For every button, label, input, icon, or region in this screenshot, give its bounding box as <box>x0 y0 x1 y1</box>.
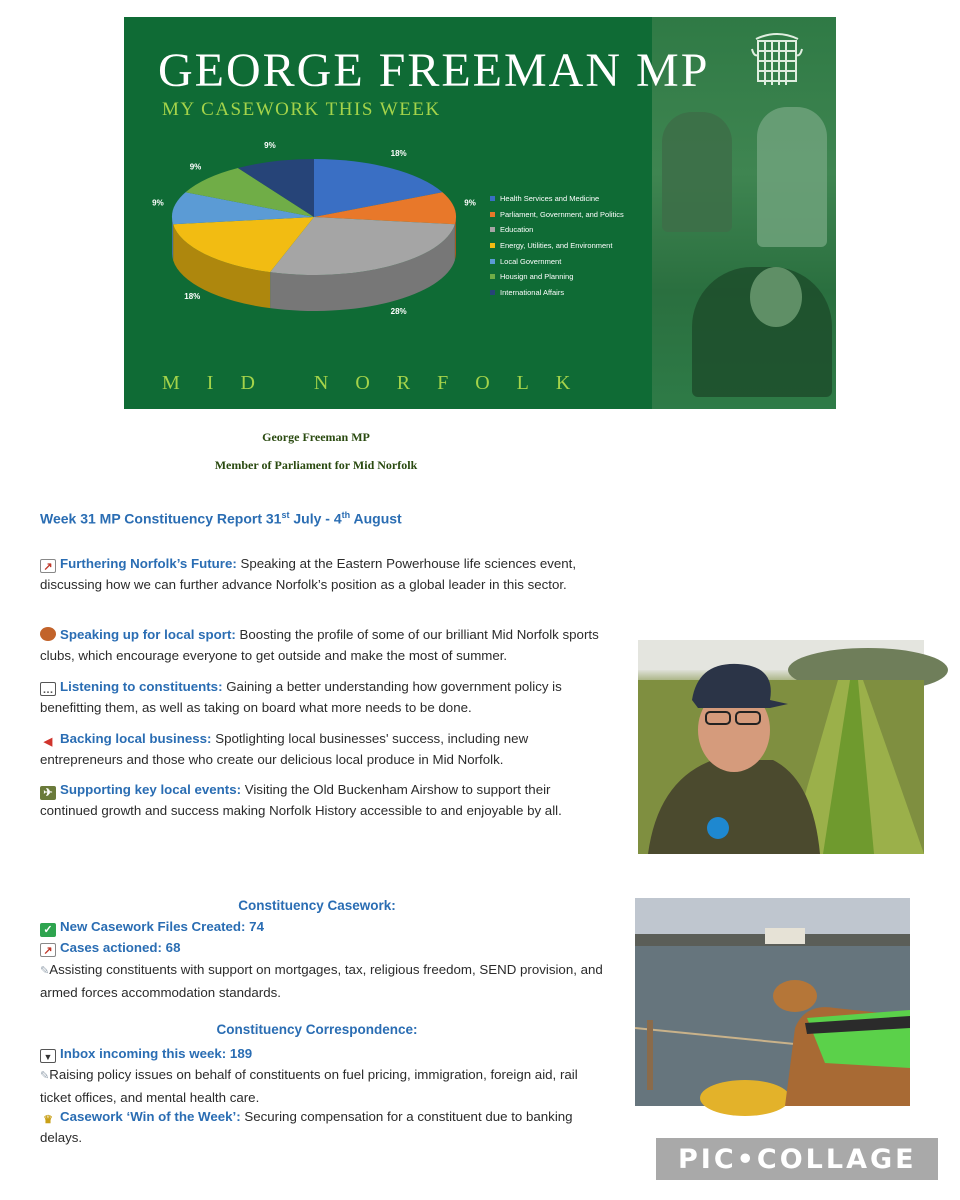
win-heading: Casework ‘Win of the Week’: <box>60 1109 241 1124</box>
win-text: Securing compensation for a constituent due to banking delays. <box>40 1109 573 1145</box>
pie-data-label: 18% <box>390 149 407 159</box>
casework-actioned-text: Cases actioned: 68 <box>60 940 181 955</box>
pie-data-label: 18% <box>184 291 201 301</box>
banner-footer: MID NORFOLK <box>162 372 598 394</box>
pie-chart <box>154 137 474 357</box>
item-text: Boosting the profile of some of our brilliant Mid Norfolk sports clubs, which encourage everyone to get outside and make the most of summer. <box>40 627 599 663</box>
legend-item <box>490 222 624 238</box>
legend-item <box>490 253 624 269</box>
banner-photo-person <box>662 112 732 232</box>
pic-collage-watermark <box>656 1138 938 1180</box>
megaphone-icon: ◀ <box>43 736 53 748</box>
banner-subtitle: MY CASEWORK THIS WEEK <box>162 99 441 120</box>
trophy-icon: ♛ <box>43 1114 53 1126</box>
legend-swatch <box>490 243 495 248</box>
legend-label: Parliament, Government, and Politics <box>500 209 624 219</box>
legend-swatch <box>490 196 495 201</box>
item-heading: Listening to constituents: <box>60 679 223 694</box>
mp-role: Member of Parliament for Mid Norfolk <box>214 458 418 472</box>
legend-swatch <box>490 259 495 264</box>
casework-actioned <box>40 937 610 958</box>
item-heading: Backing local business: <box>60 731 212 746</box>
casework-title: Constituency Casework: <box>238 898 396 913</box>
casework-note <box>40 959 610 1003</box>
photo-dog-boat-art <box>635 898 910 1106</box>
speech-bubble-icon: … <box>40 682 56 696</box>
legend-label: International Affairs <box>500 287 565 297</box>
legend-swatch <box>490 290 495 295</box>
list-item <box>40 624 610 666</box>
item-text: Gaining a better understanding how government policy is benefitting them, as well as taking on board what more needs to be done. <box>40 679 562 715</box>
legend-label: Housign and Planning <box>500 272 574 282</box>
banner-photo-head <box>750 267 802 327</box>
chart-increasing-icon: ↗ <box>40 559 56 573</box>
report-title-text: Week 31 MP Constituency Report 31 <box>40 510 282 527</box>
legend-label: Health Services and Medicine <box>500 194 600 204</box>
pie-data-label: 28% <box>390 306 407 316</box>
legend-item <box>490 191 624 207</box>
correspondence-inbox <box>40 1043 610 1064</box>
photo-mp-selfie <box>638 640 924 854</box>
banner-title: GEORGE FREEMAN MP <box>158 44 710 97</box>
item-heading: Furthering Norfolk’s Future: <box>60 556 237 571</box>
portcullis-icon <box>750 27 804 89</box>
item-heading: Speaking up for local sport: <box>60 627 236 642</box>
correspondence-win <box>40 1106 610 1148</box>
legend-item <box>490 238 624 254</box>
legend-swatch <box>490 227 495 232</box>
pencil-icon: ✎ <box>40 1070 50 1082</box>
list-item <box>40 553 610 595</box>
casework-created <box>40 916 610 937</box>
item-text: Visiting the Old Buckenham Airshow to support their continued growth and success making Norfolk History accessible to and enjoyable by all. <box>40 782 562 818</box>
report-title-text: July - 4 <box>289 510 342 527</box>
pie-data-label: 9% <box>264 140 276 150</box>
chart-increasing-icon: ↗ <box>40 943 56 957</box>
list-item <box>40 728 610 770</box>
airplane-icon: ✈ <box>40 786 56 800</box>
list-item <box>40 779 610 821</box>
legend-swatch <box>490 212 495 217</box>
pie-data-label: 9% <box>152 198 164 208</box>
item-text: Spotlighting local businesses' success, including new entrepreneurs and those who create our delicious local produce in Mid Norfolk. <box>40 731 529 767</box>
correspondence-note-text: Raising policy issues on behalf of constituents on fuel pricing, immigration, foreign aid, rail ticket offices, and mental health care. <box>40 1067 578 1105</box>
rugby-ball-icon <box>40 627 56 641</box>
legend-label: Local Government <box>500 256 562 266</box>
pie-data-label: 9% <box>189 162 202 172</box>
watermark-text: PIC•COLLAGE <box>678 1144 917 1175</box>
report-title-sup: st <box>281 510 290 520</box>
inbox-tray-icon: ▼ <box>40 1049 56 1063</box>
list-item <box>40 676 610 718</box>
legend-label: Education <box>500 225 534 235</box>
item-heading: Supporting key local events: <box>60 782 242 797</box>
legend-item <box>490 285 624 301</box>
photo-mp-selfie-art <box>638 640 924 854</box>
banner-photo-person <box>757 107 827 247</box>
pencil-icon: ✎ <box>40 965 50 977</box>
correspondence-note <box>40 1064 610 1108</box>
item-text: Speaking at the Eastern Powerhouse life sciences event, discussing how we can further advance Norfolk’s position as a global leader in this sector. <box>40 556 577 592</box>
photo-dog-boat <box>635 898 910 1106</box>
report-title-sup: th <box>341 510 351 520</box>
casework-note-text: Assisting constituents with support on mortgages, tax, religious freedom, SEND provision, and armed forces accommodation standards. <box>40 962 603 1000</box>
correspondence-title: Constituency Correspondence: <box>216 1022 418 1037</box>
legend-item <box>490 269 624 285</box>
check-mark-icon: ✓ <box>40 923 56 937</box>
mp-name: George Freeman MP <box>262 430 370 444</box>
legend-label: Energy, Utilities, and Environment <box>500 241 613 251</box>
correspondence-inbox-text: Inbox incoming this week: 189 <box>60 1046 253 1061</box>
chart-legend <box>490 191 624 300</box>
legend-swatch <box>490 274 495 279</box>
legend-item <box>490 207 624 223</box>
report-title-text: August <box>350 510 402 527</box>
casework-banner <box>124 17 836 409</box>
casework-created-text: New Casework Files Created: 74 <box>60 919 264 934</box>
pie-data-label: 9% <box>464 198 476 208</box>
report-title <box>40 510 402 527</box>
